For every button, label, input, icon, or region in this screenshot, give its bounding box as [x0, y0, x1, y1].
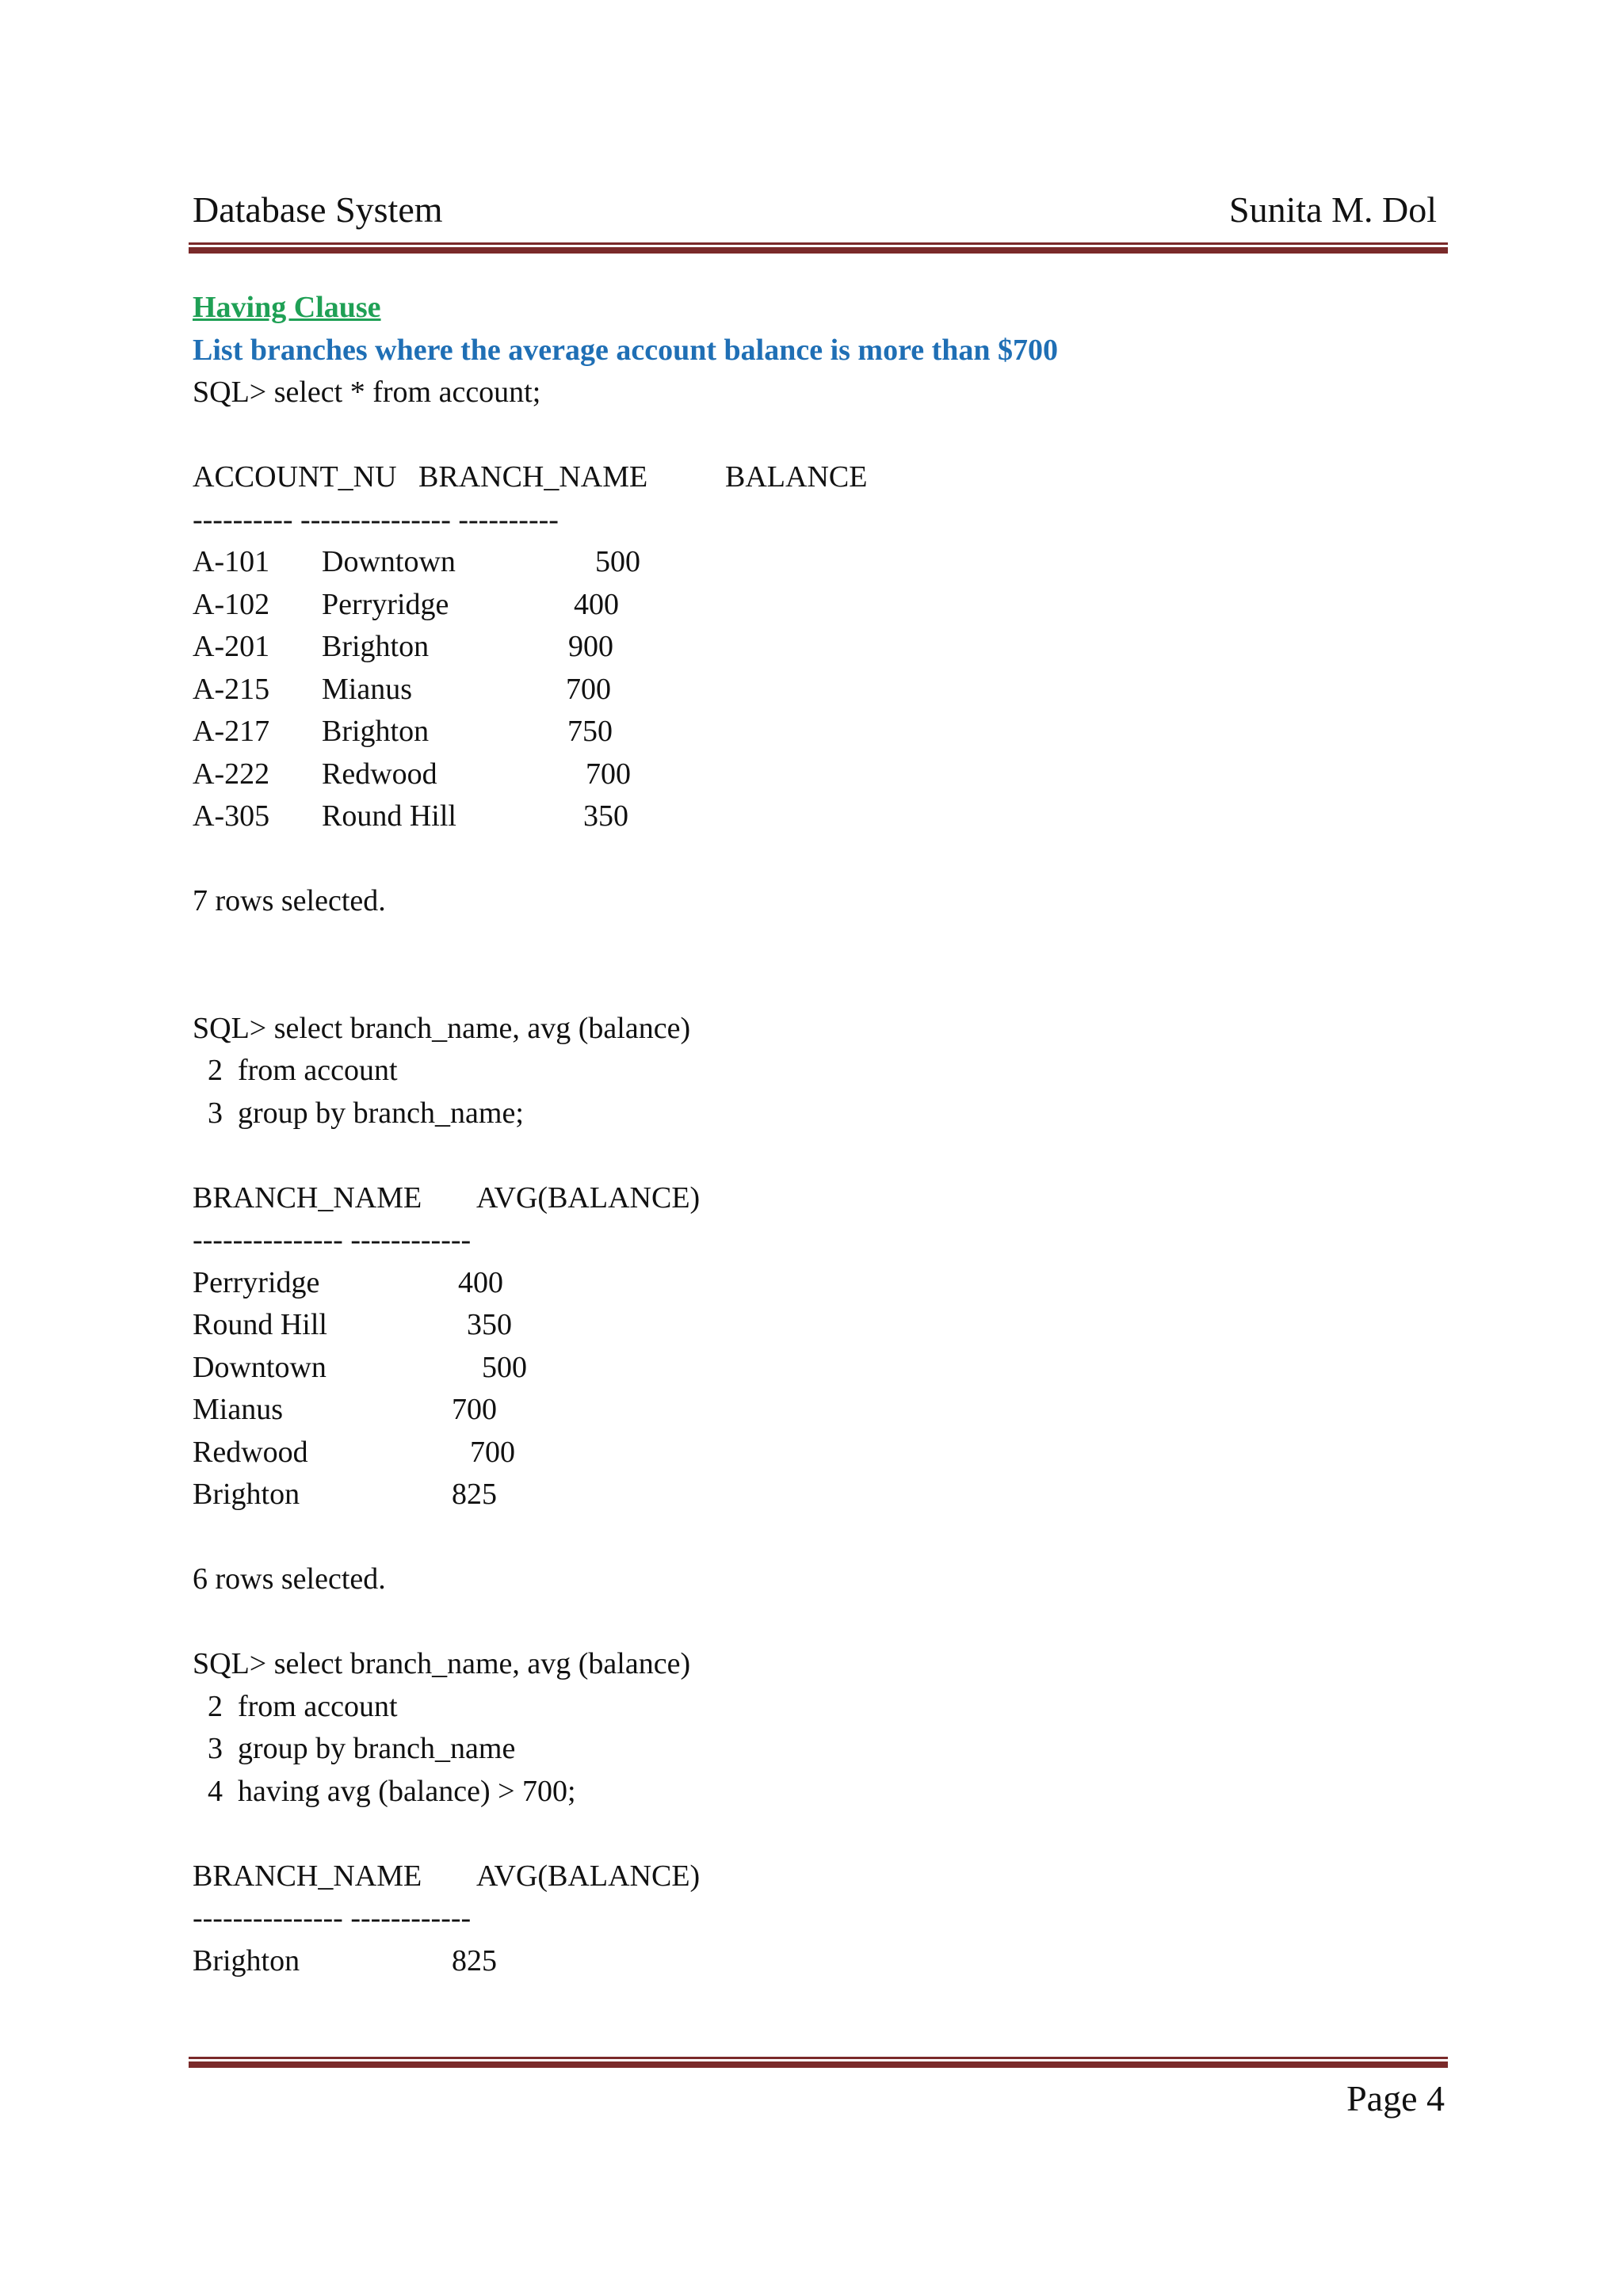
table2-row: [193, 1304, 1437, 1347]
account-number-cell: A-102: [193, 587, 270, 621]
table2-row: [193, 1474, 1437, 1516]
branch-name-cell: Brighton: [322, 630, 430, 663]
balance-cell: 500: [595, 545, 640, 578]
avg-balance-cell: 400: [458, 1265, 503, 1299]
page-number: Page 4: [1346, 2078, 1445, 2119]
table1-row: [193, 626, 1437, 669]
avg-balance-cell: 700: [452, 1393, 497, 1426]
avg-balance-cell: 825: [452, 1478, 497, 1511]
table1-body: [193, 541, 1437, 838]
section-heading: Having Clause: [193, 291, 381, 324]
account-number-cell: A-222: [193, 757, 270, 791]
branch-name-cell: Perryridge: [193, 1265, 320, 1299]
table2-body: [193, 1262, 1437, 1516]
section-subheading: List branches where the average account balance is more than $700: [193, 333, 1059, 367]
table1-col-account: ACCOUNT_NU: [193, 460, 397, 494]
branch-name-cell: Redwood: [193, 1435, 308, 1469]
branch-name-cell: Redwood: [322, 757, 437, 791]
balance-cell: 750: [567, 715, 613, 748]
branch-name-cell: Downtown: [322, 545, 456, 578]
table2-row: [193, 1347, 1437, 1390]
table3-col-avg: AVG(BALANCE): [476, 1859, 701, 1893]
branch-name-cell: Round Hill: [322, 799, 456, 833]
account-number-cell: A-215: [193, 672, 270, 706]
branch-name-cell: Downtown: [193, 1350, 327, 1384]
avg-balance-cell: 350: [467, 1308, 512, 1341]
table1-row: [193, 711, 1437, 753]
balance-cell: 350: [583, 799, 628, 833]
table3-col-branch: BRANCH_NAME: [193, 1859, 422, 1893]
page-header: [193, 189, 1437, 236]
header-title: Database System: [193, 189, 443, 230]
header-rule: [189, 242, 1448, 254]
table3-divider: --------------- ------------: [193, 1901, 472, 1935]
sql-line: SQL> select branch_name, avg (balance): [193, 1011, 691, 1045]
account-number-cell: A-217: [193, 715, 270, 748]
table1-divider: ---------- --------------- ----------: [193, 502, 559, 536]
table1-row: [193, 669, 1437, 711]
footer-rule: [189, 2057, 1448, 2068]
table3-body: [193, 1940, 1437, 1983]
account-number-cell: A-201: [193, 630, 270, 663]
table3-header-row: [193, 1855, 1437, 1898]
table3-row: [193, 1940, 1437, 1983]
sql-query-2: [193, 1008, 1437, 1135]
sql-line: 3 group by branch_name;: [193, 1096, 524, 1130]
avg-balance-cell: 825: [452, 1943, 497, 1978]
table1-row: [193, 753, 1437, 796]
branch-name-cell: Round Hill: [193, 1308, 327, 1341]
table1-row: [193, 795, 1437, 838]
sql-line: 2 from account: [193, 1054, 398, 1087]
table2-divider: --------------- ------------: [193, 1223, 472, 1257]
branch-name-cell: Brighton: [193, 1943, 300, 1978]
table1-header-row: [193, 456, 1437, 499]
balance-cell: 900: [568, 630, 613, 663]
table2-row: [193, 1262, 1437, 1305]
table1-col-branch: BRANCH_NAME: [418, 460, 648, 494]
branch-name-cell: Mianus: [322, 672, 412, 706]
table1-row: [193, 584, 1437, 627]
branch-name-cell: Perryridge: [322, 587, 449, 621]
avg-balance-cell: 500: [482, 1350, 527, 1384]
avg-balance-cell: 700: [470, 1435, 515, 1469]
account-number-cell: A-101: [193, 545, 270, 578]
table1-row: [193, 541, 1437, 584]
page-content: [193, 287, 1437, 1982]
sql-line: 4 having avg (balance) > 700;: [193, 1774, 576, 1808]
branch-name-cell: Brighton: [193, 1478, 300, 1511]
header-author: Sunita M. Dol: [1229, 189, 1437, 230]
table2-header-row: [193, 1177, 1437, 1220]
branch-name-cell: Brighton: [322, 715, 430, 748]
balance-cell: 700: [586, 757, 631, 791]
table2-row: [193, 1432, 1437, 1474]
branch-name-cell: Mianus: [193, 1393, 283, 1426]
balance-cell: 400: [574, 587, 619, 621]
sql-line: 2 from account: [193, 1689, 398, 1723]
table2-col-avg: AVG(BALANCE): [476, 1180, 701, 1215]
table2-footer: 6 rows selected.: [193, 1562, 386, 1596]
table2-row: [193, 1389, 1437, 1432]
table1-col-balance: BALANCE: [725, 460, 868, 494]
sql-query-1: SQL> select * from account;: [193, 376, 541, 409]
account-number-cell: A-305: [193, 799, 270, 833]
sql-line: SQL> select branch_name, avg (balance): [193, 1647, 691, 1680]
sql-line: 3 group by branch_name: [193, 1732, 516, 1765]
balance-cell: 700: [566, 672, 611, 706]
sql-query-3: [193, 1643, 1437, 1813]
table2-col-branch: BRANCH_NAME: [193, 1180, 422, 1215]
table1-footer: 7 rows selected.: [193, 884, 386, 917]
